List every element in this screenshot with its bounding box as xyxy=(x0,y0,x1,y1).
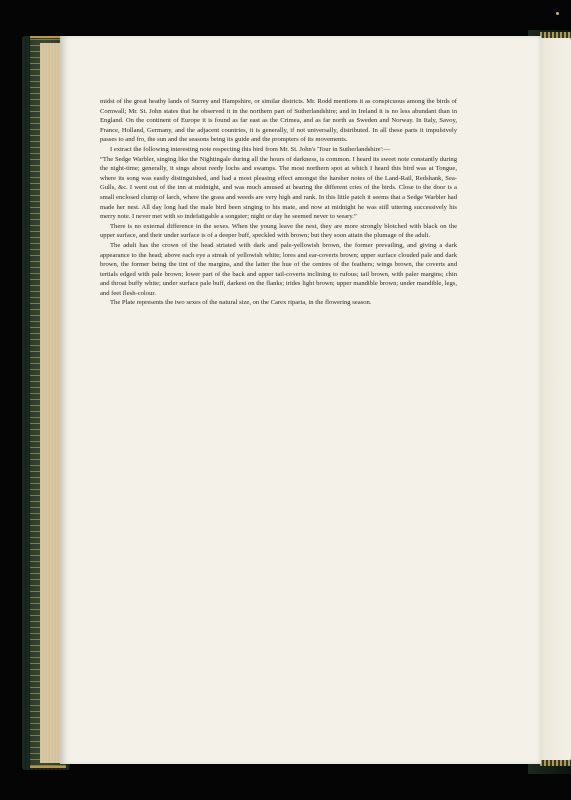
body-text xyxy=(100,97,457,308)
corner-marker-icon xyxy=(556,12,559,15)
paragraph-5: The adult has the crown of the head striated with dark and pale-yellowish brown, the former prevailing, and giving a dark appearance to the head; above each eye a streak of yellowish white; lores and ear-coverts brown; upper surface clouded pale and dark brown, the former being the tint of the margins, and the latter the hue of the centres of the feathers; wings brown, the coverts and tertials edged with pale brown; lower part of the back and upper tail-coverts inclining to rufous; tail brown, with paler margins; chin and throat buffy white; under surface pale buff, darkest on the flanks; irides light brown; upper mandible brown; under mandible, legs, and feet flesh-colour. xyxy=(100,241,457,297)
right-gilt-top xyxy=(540,32,571,38)
right-gilt-bottom xyxy=(540,760,571,766)
paragraph-1: midst of the great heathy lands of Surrey and Hampshire, or similar districts. Mr. Rodd mentions it as conspicuous among the birds of Cornwall; Mr. St. John states that he observed it in the northern part of Sutherlandshire; and in Ireland it is no less abundant than in England. On the continent of Europe it is found as far east as the Crimea, and as far north as Sweden and Norway. In Italy, Savoy, France, Holland, Germany, and the adjacent countries, it is generally, if not universally, distributed. In all these parts it impulsively passes to and fro, the sun and the seasons being its guide and the prompters of its movements. xyxy=(100,98,457,144)
quote-paragraph: “The Sedge Warbler, singing like the Nightingale during all the hours of darkness, is common. I heard its sweet note constantly during the night-time; generally, it sings about reedy lochs and swamps. The most northern spot at which I heard this bird was at Tongue, where its song was easily distinguished, and had a most pleasing effect amongst the harsher notes of the Land-Rail, Redshank, Sea-Gulls, &c. I went out of the inn at midnight, and was much amused at hearing the different cries of the birds. Close to the door is a small enclosed clump of larch, where the grass and weeds are very high and rank. In this little patch it seems that a Sedge Warbler had made her nest. All day long had the male bird been singing to his mate, and now at midnight he was still uttering successively his merry note. I never met with so indefatigable a songster; night or day he seemed never to weary.” xyxy=(100,155,457,221)
paragraph-2: I extract the following interesting note respecting this bird from Mr. St. John's 'Tour in Sutherlandshire':— xyxy=(110,145,391,153)
paragraph-6: The Plate represents the two sexes of the natural size, on the Carex riparia, in the flowering season. xyxy=(110,299,372,307)
paragraph-4: There is no external difference in the sexes. When the young leave the nest, they are more strongly blotched with black on the upper surface, and their under surface is of a deeper buff, speckled with brown; but they soon attain the plumage of the adult. xyxy=(100,222,457,240)
